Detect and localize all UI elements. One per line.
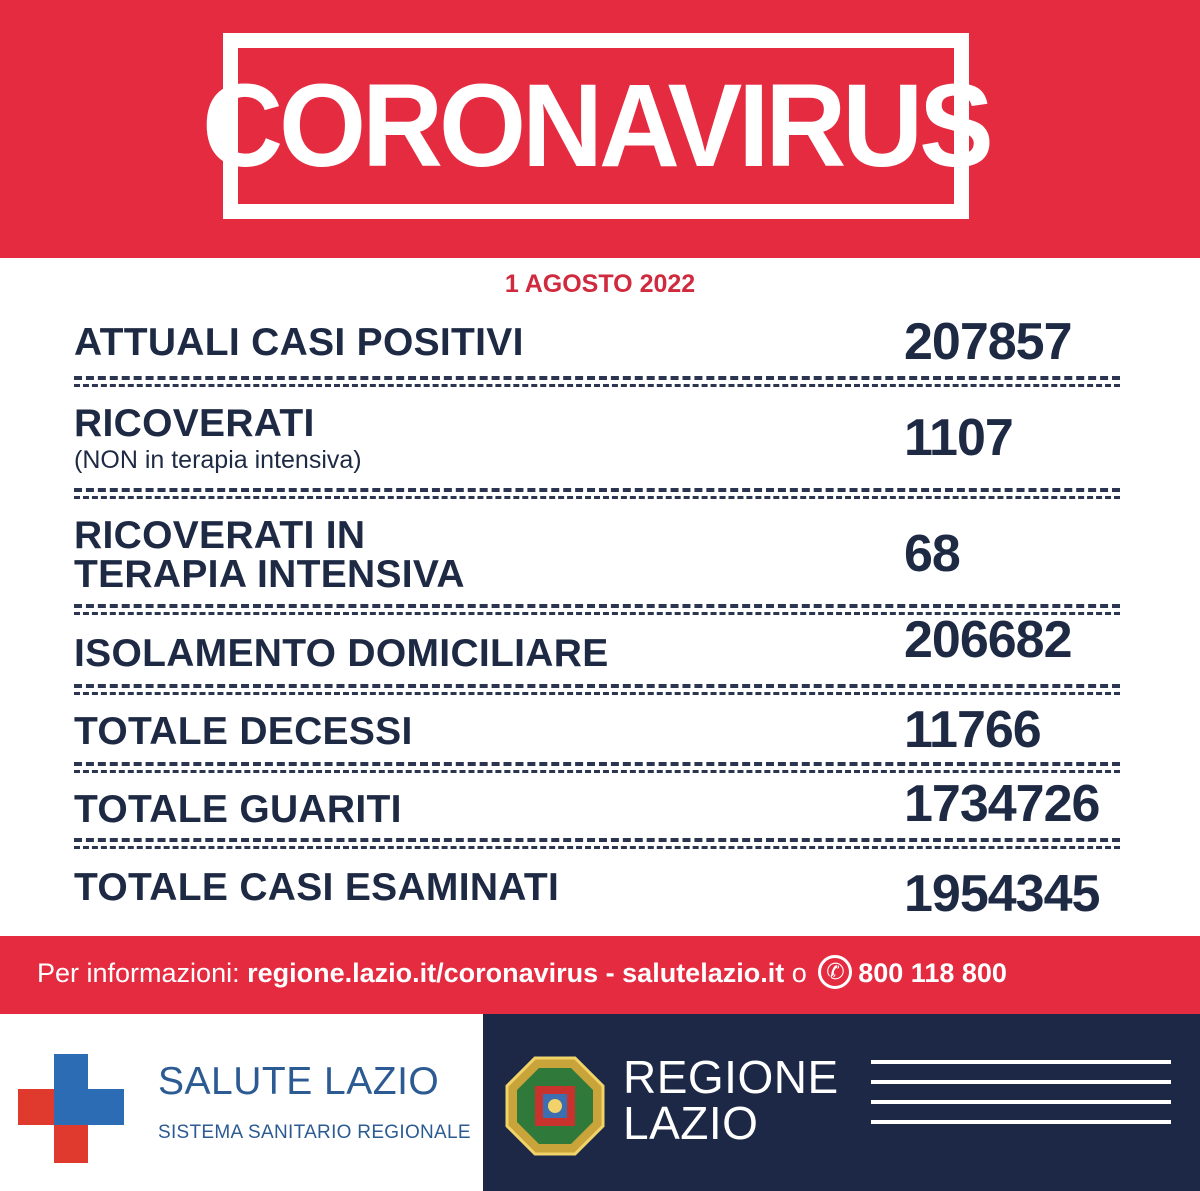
stat-value: 1954345 xyxy=(904,865,1100,923)
decorative-line xyxy=(871,1100,1171,1104)
stat-label: TOTALE GUARITI xyxy=(74,788,402,831)
stat-label: RICOVERATI xyxy=(74,402,315,445)
regione-emblem-icon xyxy=(505,1056,605,1156)
row-divider xyxy=(74,376,1120,380)
info-prefix: Per informazioni: xyxy=(37,958,248,989)
stat-label: TOTALE DECESSI xyxy=(74,710,413,753)
row-divider xyxy=(74,604,1120,608)
stat-value: 206682 xyxy=(904,611,1072,669)
stat-value: 1734726 xyxy=(904,775,1100,833)
report-date: 1 AGOSTO 2022 xyxy=(504,270,696,298)
stat-label: ISOLAMENTO DOMICILIARE xyxy=(74,632,609,675)
phone-icon: ✆ xyxy=(818,955,852,989)
row-divider xyxy=(74,684,1120,688)
page-title: CORONAVIRUS xyxy=(202,59,990,192)
row-divider xyxy=(74,762,1120,766)
stat-value: 1107 xyxy=(904,409,1013,467)
row-divider xyxy=(74,692,1120,695)
row-divider xyxy=(74,496,1120,499)
stat-value: 11766 xyxy=(904,701,1041,759)
title-frame xyxy=(202,33,990,219)
regione-lazio-title xyxy=(623,1051,839,1149)
regione-line2: LAZIO xyxy=(623,1097,759,1149)
stat-label-line1: RICOVERATI IN xyxy=(74,514,366,557)
stat-value: 68 xyxy=(904,525,960,583)
stat-value: 207857 xyxy=(904,313,1072,371)
salute-lazio-title: SALUTE LAZIO xyxy=(158,1060,440,1103)
decorative-line xyxy=(871,1060,1171,1064)
info-phone[interactable]: 800 118 800 xyxy=(858,958,1007,989)
stat-label-line2: TERAPIA INTENSIVA xyxy=(74,553,465,596)
info-connector: o xyxy=(784,958,815,989)
row-divider xyxy=(74,384,1120,387)
header-banner xyxy=(0,0,1200,258)
row-divider xyxy=(74,488,1120,492)
stat-sublabel: (NON in terapia intensiva) xyxy=(74,446,362,474)
row-divider xyxy=(74,846,1120,849)
cross-icon xyxy=(18,1054,128,1164)
salute-lazio-subtitle: SISTEMA SANITARIO REGIONALE xyxy=(158,1122,471,1143)
stat-label: ATTUALI CASI POSITIVI xyxy=(74,321,524,364)
decorative-line xyxy=(871,1120,1171,1124)
salute-lazio-logo-area xyxy=(0,1014,483,1191)
row-divider xyxy=(74,770,1120,773)
info-links[interactable]: regione.lazio.it/coronavirus - salutelazio.it xyxy=(247,958,785,989)
decorative-lines xyxy=(871,1060,1171,1140)
decorative-line xyxy=(871,1080,1171,1084)
regione-lazio-logo-area xyxy=(483,1014,1200,1191)
regione-line1: REGIONE xyxy=(623,1051,839,1103)
info-bar xyxy=(0,936,1200,1014)
row-divider xyxy=(74,838,1120,842)
stat-label: TOTALE CASI ESAMINATI xyxy=(74,866,560,909)
info-text xyxy=(37,958,1007,992)
